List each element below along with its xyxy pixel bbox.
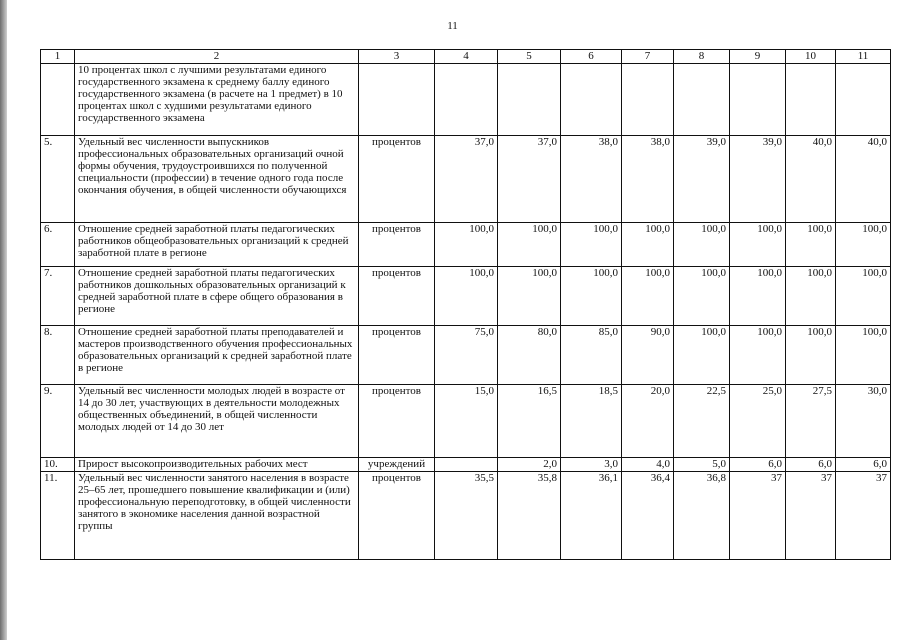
row-number: 5. bbox=[41, 136, 75, 223]
value-cell bbox=[435, 458, 498, 472]
value-cell: 35,5 bbox=[435, 472, 498, 560]
header-cell-7: 7 bbox=[622, 50, 674, 64]
value-cell: 40,0 bbox=[836, 136, 891, 223]
value-cell: 16,5 bbox=[498, 385, 561, 458]
value-cell: 75,0 bbox=[435, 326, 498, 385]
unit-cell: процентов bbox=[359, 223, 435, 267]
value-cell bbox=[561, 64, 622, 136]
row-number: 7. bbox=[41, 267, 75, 326]
header-cell-5: 5 bbox=[498, 50, 561, 64]
value-cell: 3,0 bbox=[561, 458, 622, 472]
header-cell-9: 9 bbox=[730, 50, 786, 64]
header-row bbox=[41, 50, 891, 64]
value-cell: 100,0 bbox=[836, 267, 891, 326]
value-cell: 2,0 bbox=[498, 458, 561, 472]
value-cell: 39,0 bbox=[730, 136, 786, 223]
header-cell-4: 4 bbox=[435, 50, 498, 64]
value-cell: 30,0 bbox=[836, 385, 891, 458]
table-row bbox=[41, 136, 891, 223]
value-cell: 35,8 bbox=[498, 472, 561, 560]
table-row bbox=[41, 458, 891, 472]
header-cell-6: 6 bbox=[561, 50, 622, 64]
unit-cell: процентов bbox=[359, 472, 435, 560]
value-cell: 100,0 bbox=[674, 223, 730, 267]
unit-cell: процентов bbox=[359, 385, 435, 458]
table-row bbox=[41, 326, 891, 385]
header-cell-2: 2 bbox=[75, 50, 359, 64]
value-cell: 100,0 bbox=[498, 267, 561, 326]
value-cell: 100,0 bbox=[730, 267, 786, 326]
value-cell: 37,0 bbox=[498, 136, 561, 223]
value-cell: 100,0 bbox=[435, 267, 498, 326]
unit-cell: процентов bbox=[359, 326, 435, 385]
indicator-text: Удельный вес численности молодых людей в возрасте от 14 до 30 лет, участвующих в деятельности молодежных общественных объединений, в общей численности молодых людей от 14 до 30 лет bbox=[75, 385, 359, 458]
value-cell: 20,0 bbox=[622, 385, 674, 458]
value-cell: 90,0 bbox=[622, 326, 674, 385]
value-cell: 15,0 bbox=[435, 385, 498, 458]
value-cell bbox=[622, 64, 674, 136]
indicator-text: Отношение средней заработной платы педагогических работников общеобразовательных организаций к средней заработной плате в регионе bbox=[75, 223, 359, 267]
value-cell: 6,0 bbox=[786, 458, 836, 472]
indicator-text: Отношение средней заработной платы педагогических работников дошкольных образовательных организаций к средней заработной плате в сфере общего образования в регионе bbox=[75, 267, 359, 326]
value-cell bbox=[730, 64, 786, 136]
unit-cell: учреждений bbox=[359, 458, 435, 472]
value-cell: 100,0 bbox=[622, 267, 674, 326]
indicators-table bbox=[40, 49, 891, 560]
header-cell-1: 1 bbox=[41, 50, 75, 64]
value-cell: 6,0 bbox=[730, 458, 786, 472]
value-cell: 38,0 bbox=[561, 136, 622, 223]
indicator-text: Отношение средней заработной платы преподавателей и мастеров производственного обучения профессиональных образовательных организаций к средней заработной плате в регионе bbox=[75, 326, 359, 385]
value-cell bbox=[498, 64, 561, 136]
value-cell: 27,5 bbox=[786, 385, 836, 458]
value-cell: 100,0 bbox=[836, 223, 891, 267]
table-row bbox=[41, 472, 891, 560]
scan-edge-shadow bbox=[0, 0, 7, 640]
row-number bbox=[41, 64, 75, 136]
value-cell: 100,0 bbox=[730, 223, 786, 267]
value-cell: 100,0 bbox=[786, 223, 836, 267]
value-cell bbox=[786, 64, 836, 136]
value-cell: 6,0 bbox=[836, 458, 891, 472]
indicator-text: Удельный вес численности занятого населения в возрасте 25–65 лет, прошедшего повышение квалификации и (или) профессиональную переподготовку, в общей численности занятого в экономике населения данной возрастной группы bbox=[75, 472, 359, 560]
value-cell: 18,5 bbox=[561, 385, 622, 458]
row-number: 11. bbox=[41, 472, 75, 560]
header-cell-8: 8 bbox=[674, 50, 730, 64]
header-cell-10: 10 bbox=[786, 50, 836, 64]
value-cell: 40,0 bbox=[786, 136, 836, 223]
value-cell: 25,0 bbox=[730, 385, 786, 458]
value-cell: 36,8 bbox=[674, 472, 730, 560]
value-cell: 100,0 bbox=[498, 223, 561, 267]
indicator-text: Удельный вес численности выпускников профессиональных образовательных организаций очной формы обучения, трудоустроившихся по полученной специальности (профессии) в течение одного года после окончания обучения, в общей численности обучающихся bbox=[75, 136, 359, 223]
table-row bbox=[41, 64, 891, 136]
value-cell bbox=[435, 64, 498, 136]
row-number: 8. bbox=[41, 326, 75, 385]
row-number: 9. bbox=[41, 385, 75, 458]
unit-cell: процентов bbox=[359, 267, 435, 326]
value-cell: 37 bbox=[730, 472, 786, 560]
indicator-text: Прирост высокопроизводительных рабочих мест bbox=[75, 458, 359, 472]
value-cell: 100,0 bbox=[786, 267, 836, 326]
value-cell: 37 bbox=[786, 472, 836, 560]
value-cell bbox=[674, 64, 730, 136]
value-cell: 37,0 bbox=[435, 136, 498, 223]
table-row bbox=[41, 223, 891, 267]
header-cell-3: 3 bbox=[359, 50, 435, 64]
unit-cell bbox=[359, 64, 435, 136]
value-cell: 100,0 bbox=[786, 326, 836, 385]
indicator-text: 10 процентах школ с лучшими результатами единого государственного экзамена к среднему баллу единого государственного экзамена (в расчете на 1 предмет) в 10 процентах школ с худшими результатами единого государственного экзамена bbox=[75, 64, 359, 136]
value-cell: 100,0 bbox=[622, 223, 674, 267]
value-cell: 100,0 bbox=[674, 326, 730, 385]
value-cell: 85,0 bbox=[561, 326, 622, 385]
value-cell: 37 bbox=[836, 472, 891, 560]
value-cell: 36,4 bbox=[622, 472, 674, 560]
value-cell: 4,0 bbox=[622, 458, 674, 472]
page-number: 11 bbox=[447, 20, 458, 32]
table-row bbox=[41, 385, 891, 458]
value-cell: 100,0 bbox=[674, 267, 730, 326]
row-number: 10. bbox=[41, 458, 75, 472]
unit-cell: процентов bbox=[359, 136, 435, 223]
value-cell: 39,0 bbox=[674, 136, 730, 223]
value-cell: 100,0 bbox=[561, 223, 622, 267]
value-cell: 22,5 bbox=[674, 385, 730, 458]
row-number: 6. bbox=[41, 223, 75, 267]
value-cell bbox=[836, 64, 891, 136]
value-cell: 5,0 bbox=[674, 458, 730, 472]
table-row bbox=[41, 267, 891, 326]
value-cell: 100,0 bbox=[730, 326, 786, 385]
value-cell: 38,0 bbox=[622, 136, 674, 223]
value-cell: 100,0 bbox=[561, 267, 622, 326]
value-cell: 80,0 bbox=[498, 326, 561, 385]
value-cell: 100,0 bbox=[836, 326, 891, 385]
header-cell-11: 11 bbox=[836, 50, 891, 64]
value-cell: 36,1 bbox=[561, 472, 622, 560]
value-cell: 100,0 bbox=[435, 223, 498, 267]
